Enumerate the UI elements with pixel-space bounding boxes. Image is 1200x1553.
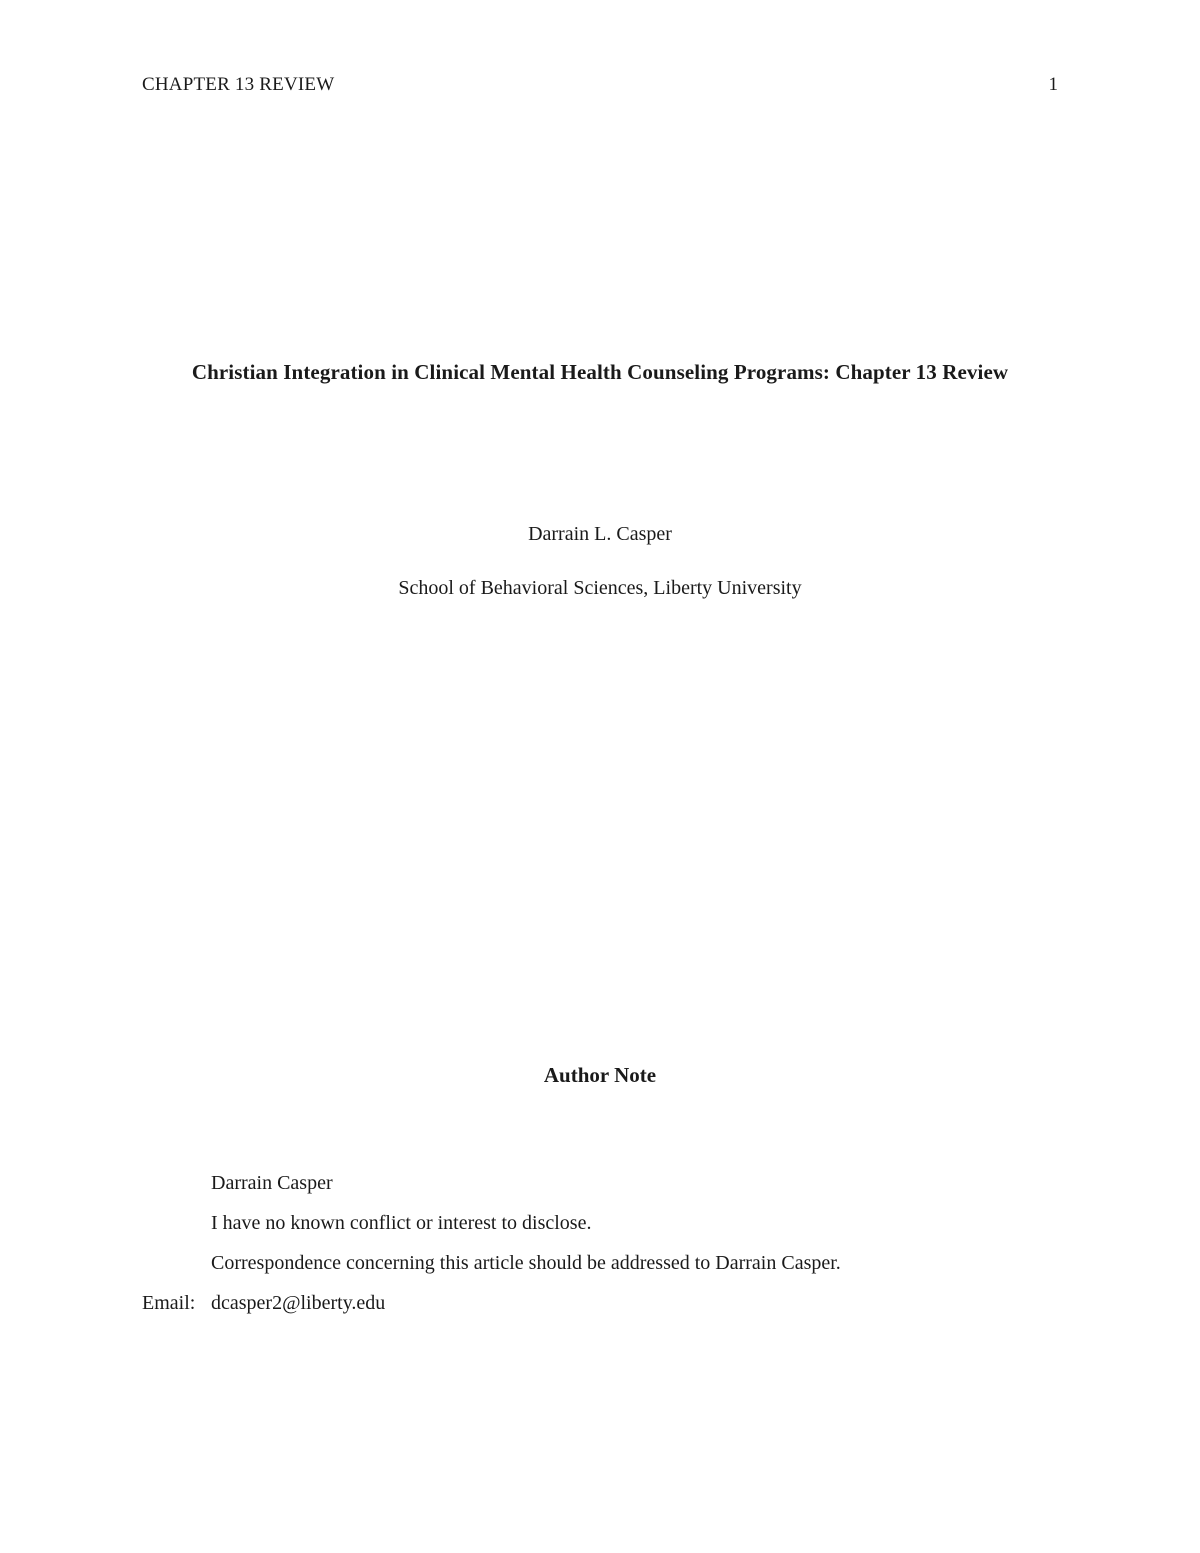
author-note-disclosure: I have no known conflict or interest to disclose. — [211, 1212, 592, 1234]
author-note-correspondence: Correspondence concerning this article should be addressed to Darrain Casper. — [211, 1252, 841, 1274]
email-address: dcasper2@liberty.edu — [211, 1292, 386, 1314]
running-head: CHAPTER 13 REVIEW — [142, 74, 335, 95]
email-label: Email: — [142, 1292, 196, 1314]
paper-title: Christian Integration in Clinical Mental Health Counseling Programs: Chapter 13 Review — [191, 360, 1009, 384]
page-number: 1 — [1048, 74, 1058, 95]
author-name: Darrain L. Casper — [528, 523, 672, 545]
author-note-name: Darrain Casper — [211, 1172, 333, 1194]
author-note-heading: Author Note — [543, 1063, 657, 1087]
author-affiliation: School of Behavioral Sciences, Liberty University — [398, 577, 802, 599]
email-line — [142, 1292, 385, 1315]
